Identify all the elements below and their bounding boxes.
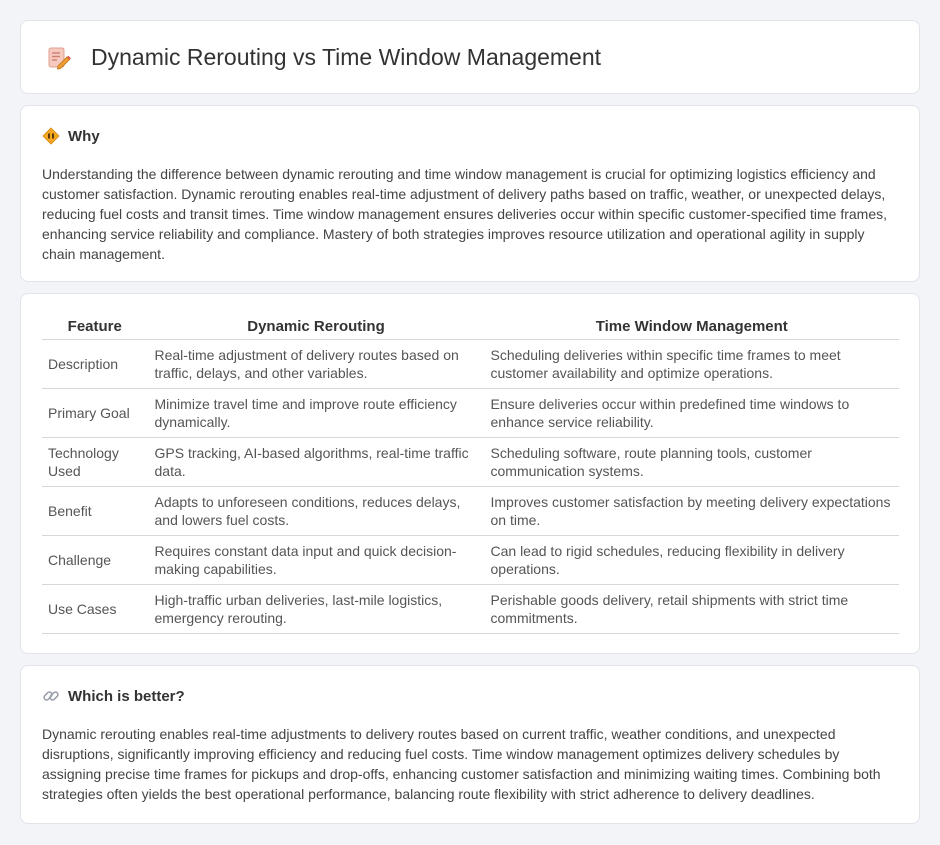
link-icon [42,687,60,705]
road-sign-icon [42,127,60,145]
title-row [45,44,601,71]
feature-cell: Description [42,339,148,388]
dynamic-rerouting-cell: High-traffic urban deliveries, last-mile logistics, emergency rerouting. [148,584,484,633]
time-window-cell: Scheduling deliveries within specific time frames to meet customer availability and optimize operations. [484,339,899,388]
document-edit-icon [45,45,71,71]
feature-cell: Challenge [42,535,148,584]
time-window-cell: Scheduling software, route planning tools, customer communication systems. [484,437,899,486]
table-row [42,388,899,437]
table-header-row [42,315,899,339]
why-title: Why [68,127,100,145]
why-card [20,105,920,282]
page-title: Dynamic Rerouting vs Time Window Management [91,44,602,70]
table-row [42,584,899,633]
dynamic-rerouting-cell: Real-time adjustment of delivery routes based on traffic, delays, and other variables. [148,339,484,388]
time-window-cell: Ensure deliveries occur within predefined time windows to enhance service reliability. [484,388,899,437]
title-card [20,20,920,94]
table-row [42,535,899,584]
dynamic-rerouting-cell: Adapts to unforeseen conditions, reduces delays, and lowers fuel costs. [148,486,484,535]
comparison-table [42,315,899,634]
table-row [42,339,899,388]
dynamic-rerouting-cell: GPS tracking, AI-based algorithms, real-time traffic data. [148,437,484,486]
table-row [42,437,899,486]
comparison-card [20,293,920,654]
time-window-cell: Improves customer satisfaction by meeting delivery expectations on time. [484,486,899,535]
why-text: Understanding the difference between dynamic rerouting and time window management is crucial for optimizing logistics efficiency and customer satisfaction. Dynamic rerouting enables real-time adjustment of delivery paths based on traffic, weather, or unexpected delays, reducing fuel costs and transit times. Time window management ensures deliveries occur within specific customer-specified time frames, enhancing service reliability and compliance. Mastery of both strategies improves resource utilization and operational agility in supply chain management. [42,166,888,262]
time-window-cell: Can lead to rigid schedules, reducing flexibility in delivery operations. [484,535,899,584]
header-feature: Feature [42,315,148,339]
feature-cell: Benefit [42,486,148,535]
feature-cell: Primary Goal [42,388,148,437]
feature-cell: Use Cases [42,584,148,633]
which-is-better-card [20,665,920,824]
dynamic-rerouting-cell: Minimize travel time and improve route efficiency dynamically. [148,388,484,437]
time-window-cell: Perishable goods delivery, retail shipments with strict time commitments. [484,584,899,633]
better-text: Dynamic rerouting enables real-time adjustments to delivery routes based on current traffic, weather conditions, and unexpected disruptions, significantly improving efficiency and reducing fuel costs. Time window management optimizes delivery schedules by assigning precise time frames for pickups and drop-offs, enhancing customer satisfaction and minimizing waiting times. Combining both strategies often yields the best operational performance, balancing route flexibility with strict adherence to delivery deadlines. [42,726,881,802]
better-title: Which is better? [68,687,185,705]
better-heading [42,687,185,705]
header-time-window-management: Time Window Management [484,315,899,339]
header-dynamic-rerouting: Dynamic Rerouting [148,315,484,339]
table-row [42,486,899,535]
feature-cell: Technology Used [42,437,148,486]
dynamic-rerouting-cell: Requires constant data input and quick decision-making capabilities. [148,535,484,584]
why-heading [42,127,100,145]
